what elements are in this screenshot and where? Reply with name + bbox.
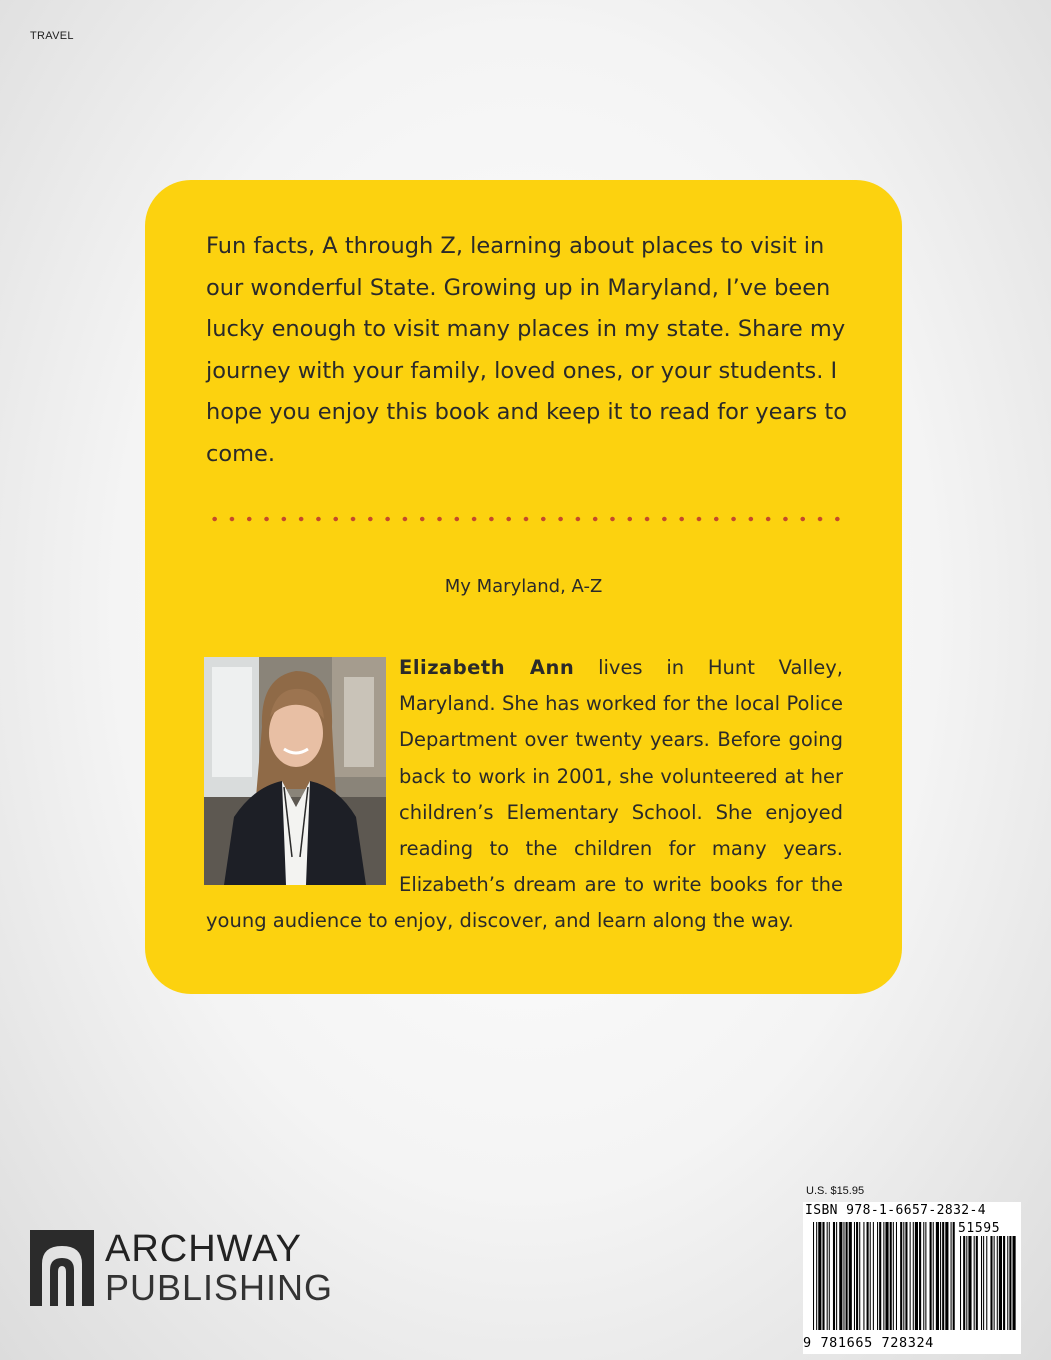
price-label: U.S. $15.95 [806,1185,865,1197]
author-bio-text: lives in Hunt Valley, Maryland. She has worked for the local Police Department over twenty years. Before going back to work in 2001, she volunteered at her children’s Elementary School. She enjoyed reading to the children for many years. Elizabeth’s dream are to write books for the young audience to enjoy, discover, and learn along the way. [206,656,844,933]
barcode [803,1222,1021,1334]
info-panel [145,180,902,994]
dotted-divider [206,516,846,522]
book-blurb: Fun facts, A through Z, learning about places to visit in our wonderful State. Growing up in Maryland, I’ve been lucky enough to visit many places in my state. Share my journey with your family, loved ones, or your students. I hope you enjoy this book and keep it to read for years to come. [206,233,847,467]
publisher-name-line1: ARCHWAY [105,1228,302,1270]
author-name: Elizabeth Ann [399,656,575,679]
barcode-box [803,1202,1021,1354]
book-title: My Maryland, A-Z [444,576,603,597]
category-label: TRAVEL [30,30,74,42]
isbn-text: ISBN 978-1-6657-2832-4 [805,1203,986,1218]
publisher-name-line2: PUBLISHING [105,1267,334,1308]
archway-logo-icon [30,1230,94,1308]
price-code: 51595 [958,1221,1001,1236]
publisher-logo [30,1228,350,1308]
barcode-digits: 9 781665 728324 [803,1335,934,1351]
author-bio [206,650,843,940]
